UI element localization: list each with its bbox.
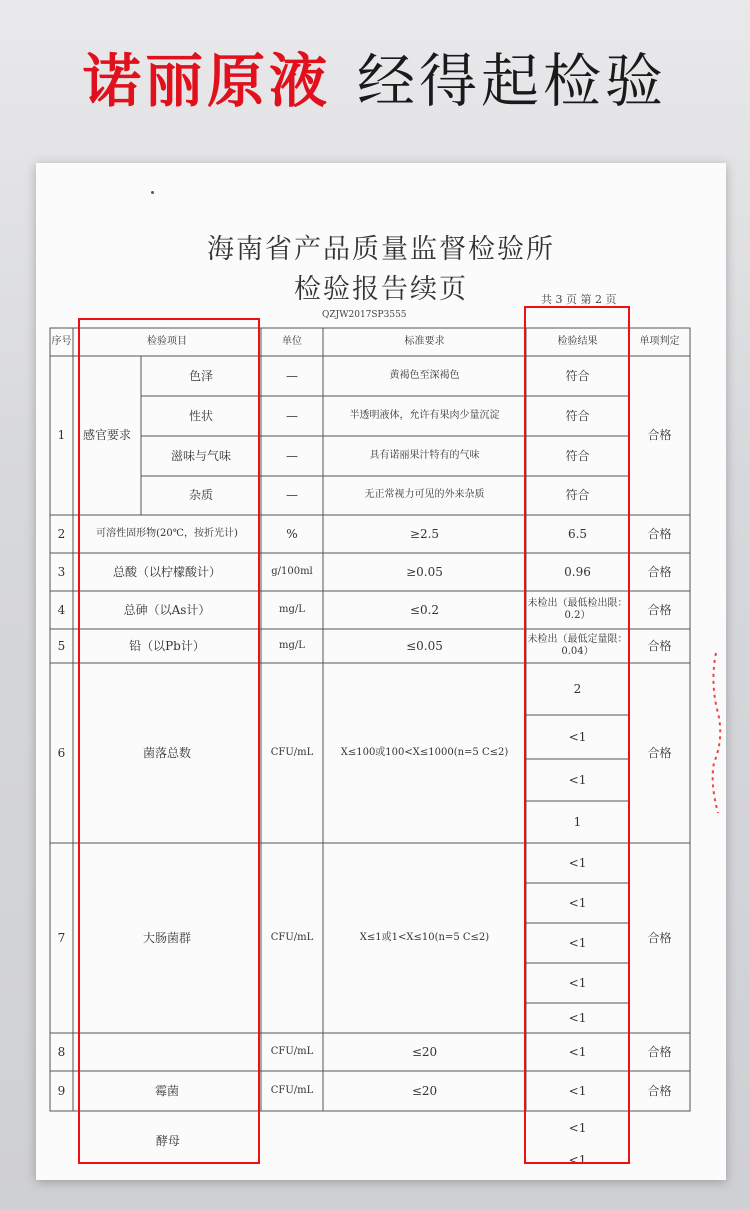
result-cell: <1 <box>568 729 587 744</box>
verdict-cell: 合格 <box>647 930 672 945</box>
item-taste-odor: 滋味与气味 <box>170 448 231 463</box>
result-cell: 符合 <box>565 448 590 463</box>
unit-cell: CFU/mL <box>270 1045 314 1057</box>
standard-cell: ≤0.2 <box>409 602 440 617</box>
standard-cell: 具有诺丽果汁特有的气味 <box>369 449 480 461</box>
standard-cell: ≤20 <box>411 1083 438 1098</box>
row-seq: 9 <box>57 1083 66 1098</box>
result-cell: 6.5 <box>567 526 588 541</box>
result-cell: <1 <box>568 935 587 950</box>
unit-cell: % <box>286 526 298 541</box>
result-cell: <1 <box>568 855 587 870</box>
result-column-highlight <box>524 306 630 1164</box>
unit-cell: CFU/mL <box>270 1084 314 1096</box>
header-unit: 单位 <box>282 335 302 347</box>
verdict-cell: 合格 <box>647 1083 672 1098</box>
result-cell: 符合 <box>565 488 590 502</box>
unit-cell: mg/L <box>279 639 305 651</box>
result-cell: <1 <box>568 1120 587 1135</box>
unit-cell: CFU/mL <box>270 746 314 758</box>
row-seq: 2 <box>57 526 66 541</box>
unit-cell: mg/L <box>279 603 305 615</box>
headline <box>0 34 750 118</box>
unit-cell: CFU/mL <box>270 931 314 943</box>
item-impurities: 杂质 <box>188 488 213 502</box>
standard-cell: X≤1或1<X≤10(n=5 C≤2) <box>359 931 490 943</box>
header-standard: 标准要求 <box>404 335 445 347</box>
item-lead: 铅（以Pb计） <box>129 638 205 653</box>
header-seq: 序号 <box>51 335 72 347</box>
header-result: 检验结果 <box>557 335 598 347</box>
row-seq: 3 <box>57 564 66 579</box>
result-cell: 1 <box>573 814 582 829</box>
row-seq: 6 <box>57 745 66 760</box>
result-cell: <1 <box>568 1083 587 1098</box>
header-verdict: 单项判定 <box>639 335 680 347</box>
verdict-cell: 合格 <box>647 428 672 442</box>
standard-cell: X≤100或100<X≤1000(n=5 C≤2) <box>340 746 509 758</box>
row-seq: 7 <box>57 930 66 945</box>
result-cell: <1 <box>568 975 587 990</box>
stamp-mark <box>706 643 726 823</box>
row-seq: 5 <box>57 638 66 653</box>
standard-cell: ≤20 <box>411 1044 438 1059</box>
row-seq: 1 <box>57 428 66 442</box>
report-subtitle: 检验报告续页 <box>294 274 468 305</box>
standard-cell: ≤0.05 <box>406 638 443 653</box>
brand-title: 诺丽原液 <box>82 47 331 115</box>
verdict-cell: 合格 <box>647 602 672 617</box>
verdict-cell: 合格 <box>647 526 672 541</box>
standard-cell: 无正常视力可见的外来杂质 <box>364 489 485 501</box>
result-cell: <1 <box>568 1010 587 1025</box>
result-cell: 符合 <box>565 368 590 383</box>
report-number: QZJW2017SP3555 <box>322 310 407 320</box>
unit-cell: g/100ml <box>271 565 313 577</box>
sensory-group-label: 感官要求 <box>82 428 131 442</box>
item-total-bacteria: 菌落总数 <box>142 745 191 760</box>
standard-cell: ≥0.05 <box>406 564 443 579</box>
unit-cell: — <box>286 368 298 383</box>
result-cell: <1 <box>568 772 587 787</box>
page-info: 共 3 页 第 2 页 <box>541 293 617 306</box>
unit-cell: — <box>286 488 298 502</box>
verdict-cell: 合格 <box>647 1044 672 1059</box>
verdict-cell: 合格 <box>647 745 672 760</box>
result-cell: 未检出（最低检出限：0.2） <box>527 597 628 621</box>
item-total-arsenic: 总砷（以As计） <box>123 602 211 617</box>
verdict-cell: 合格 <box>647 638 672 653</box>
item-texture: 性状 <box>188 408 213 423</box>
item-column-highlight <box>78 318 260 1164</box>
verdict-cell: 合格 <box>647 564 672 579</box>
unit-cell: — <box>286 448 298 463</box>
tagline: 经得起检验 <box>357 47 668 115</box>
result-cell: 2 <box>573 681 582 696</box>
item-soluble-solids: 可溶性固形物(20℃，按折光计) <box>96 527 238 539</box>
result-cell: <1 <box>568 895 587 910</box>
header-item: 检验项目 <box>147 335 187 347</box>
result-cell: <1 <box>568 1152 587 1167</box>
result-cell: 符合 <box>565 408 590 423</box>
item-yeast: 酵母 <box>155 1133 180 1148</box>
row-seq: 4 <box>57 602 66 617</box>
standard-cell: ≥2.5 <box>409 526 440 541</box>
standard-cell: 黄褐色至深褐色 <box>389 369 460 381</box>
unit-cell: — <box>286 408 298 423</box>
standard-cell: 半透明液体，允许有果肉少量沉淀 <box>349 409 500 421</box>
report-institute-title: 海南省产品质量监督检验所 <box>207 234 555 265</box>
item-mold: 霉菌 <box>154 1083 179 1098</box>
item-color: 色泽 <box>188 368 213 383</box>
item-coliforms: 大肠菌群 <box>142 930 191 945</box>
result-cell: 0.96 <box>564 564 591 579</box>
item-total-acid: 总酸（以柠檬酸计） <box>112 564 221 579</box>
result-cell: <1 <box>568 1044 587 1059</box>
row-seq: 8 <box>57 1044 66 1059</box>
result-cell: 未检出（最低定量限：0.04） <box>527 633 628 657</box>
